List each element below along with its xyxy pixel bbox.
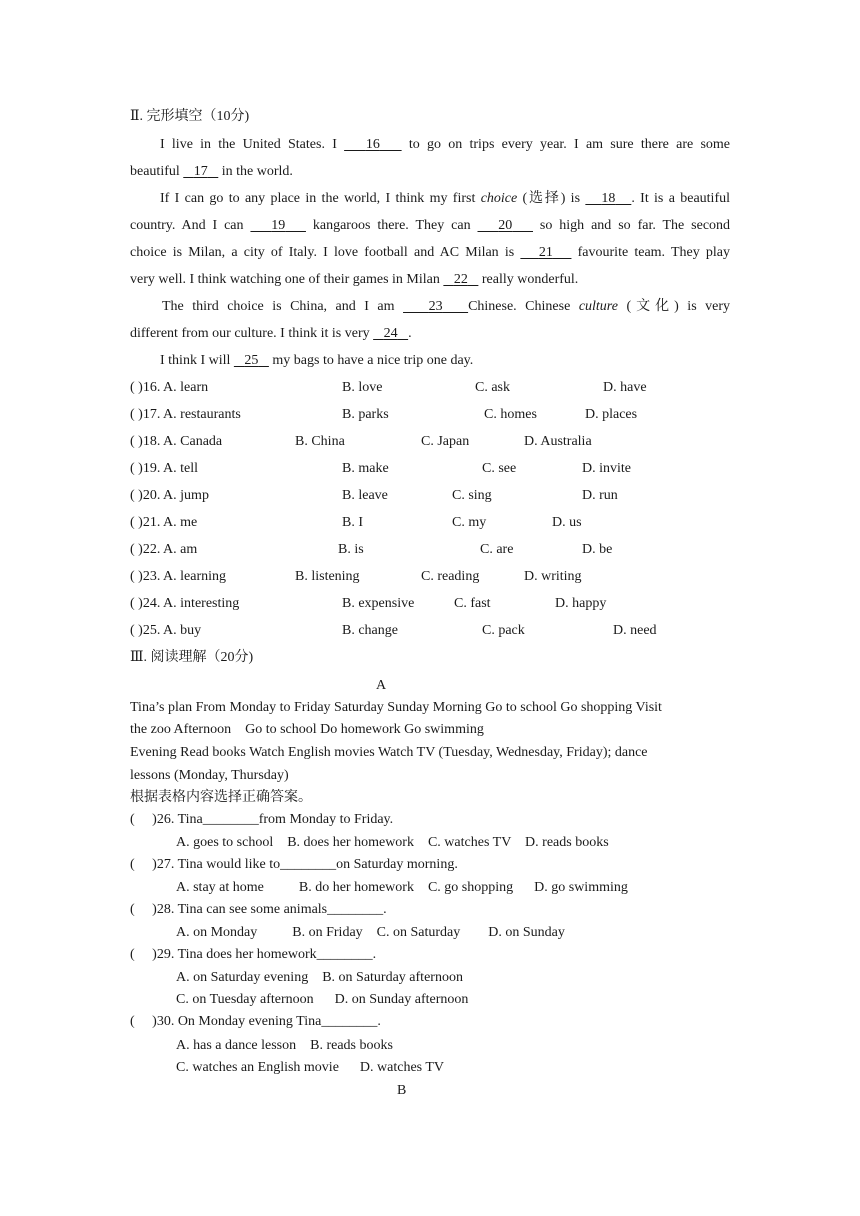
mc-q16-stem: ( )16. A. learn	[130, 380, 209, 395]
mc-q19-option-b: B. make	[342, 461, 389, 476]
mc-q18-option-d: D. Australia	[524, 434, 592, 449]
mc-q25-stem: ( )25. A. buy	[130, 623, 202, 638]
mc-q20-stem: ( )20. A. jump	[130, 488, 209, 503]
question-29-options: A. on Saturday evening B. on Saturday afternoon	[176, 970, 463, 985]
mc-q24-stem: ( )24. A. interesting	[130, 596, 240, 611]
question-28: ( )28. Tina can see some animals________.	[130, 902, 387, 917]
mc-q20-option-c: C. sing	[452, 488, 492, 503]
passage-b-label: B	[397, 1083, 407, 1098]
cloze-line: I think I will 25 my bags to have a nice trip one day.	[160, 353, 474, 368]
mc-q21-option-b: B. I	[342, 515, 363, 530]
mc-q21-option-c: C. my	[452, 515, 487, 530]
question-27-options: A. stay at home B. do her homework C. go shopping D. go swimming	[176, 880, 628, 895]
blank-25: 25	[244, 353, 259, 368]
mc-q21-stem: ( )21. A. me	[130, 515, 198, 530]
blank-17: 17	[193, 164, 208, 179]
mc-q19-option-d: D. invite	[582, 461, 631, 476]
mc-q22-option-d: D. be	[582, 542, 613, 557]
passage-a-label: A	[376, 678, 387, 693]
mc-q16-option-b: B. love	[342, 380, 383, 395]
mc-q18-option-c: C. Japan	[421, 434, 470, 449]
mc-q25-option-b: B. change	[342, 623, 398, 638]
blank-20: 20	[498, 218, 513, 233]
question-30-options: A. has a dance lesson B. reads books	[176, 1038, 393, 1053]
blank-23: 23	[428, 299, 443, 314]
question-27: ( )27. Tina would like to________on Saturday morning.	[130, 857, 458, 872]
section-heading-cloze: Ⅱ. 完形填空（10分)	[130, 109, 250, 124]
blank-19: 19	[271, 218, 286, 233]
mc-q17-stem: ( )17. A. restaurants	[130, 407, 241, 422]
question-26-options: A. goes to school B. does her homework C. watches TV D. reads books	[176, 835, 609, 850]
mc-q23-option-d: D. writing	[524, 569, 582, 584]
mc-q19-option-c: C. see	[482, 461, 517, 476]
mc-q19-stem: ( )19. A. tell	[130, 461, 199, 476]
mc-q18-stem: ( )18. A. Canada	[130, 434, 223, 449]
plan-text-line: Evening Read books Watch English movies Watch TV (Tuesday, Wednesday, Friday); dance	[130, 745, 648, 760]
blank-21: 21	[538, 245, 553, 260]
mc-q17-option-b: B. parks	[342, 407, 389, 422]
blank-22: 22	[453, 272, 468, 287]
mc-q22-option-c: C. are	[480, 542, 514, 557]
blank-24: 24	[383, 326, 398, 341]
mc-q17-option-c: C. homes	[484, 407, 537, 422]
section-heading-reading: Ⅲ. 阅读理解（20分)	[130, 650, 254, 665]
cloze-line: different from our culture. I think it is very 24 .	[130, 326, 412, 341]
question-30-options: C. watches an English movie D. watches TV	[176, 1060, 445, 1075]
mc-q20-option-d: D. run	[582, 488, 618, 503]
mc-q17-option-d: D. places	[585, 407, 638, 422]
mc-q22-option-b: B. is	[338, 542, 364, 557]
mc-q24-option-b: B. expensive	[342, 596, 415, 611]
mc-q25-option-c: C. pack	[482, 623, 525, 638]
plan-text-line: lessons (Monday, Thursday)	[130, 768, 289, 783]
mc-q20-option-b: B. leave	[342, 488, 388, 503]
blank-16: 16	[365, 137, 380, 152]
instruction: 根据表格内容选择正确答案。	[130, 790, 312, 805]
mc-q23-stem: ( )23. A. learning	[130, 569, 227, 584]
question-28-options: A. on Monday B. on Friday C. on Saturday D. on Sunday	[176, 925, 565, 940]
cloze-line: very well. I think watching one of their games in Milan 22 really wonderful.	[130, 272, 579, 287]
cloze-line: If I can go to any place in the world, I think my first choice (选择) is 18 . It is a beautiful	[160, 191, 731, 206]
mc-q16-option-d: D. have	[603, 380, 647, 395]
mc-q16-option-c: C. ask	[475, 380, 510, 395]
question-29: ( )29. Tina does her homework________.	[130, 947, 377, 962]
mc-q23-option-c: C. reading	[421, 569, 480, 584]
question-26: ( )26. Tina________from Monday to Friday.	[130, 812, 394, 827]
mc-q18-option-b: B. China	[295, 434, 345, 449]
plan-text-line: Tina’s plan From Monday to Friday Saturday Sunday Morning Go to school Go shopping Visit	[130, 700, 662, 715]
blank-18: 18	[601, 191, 616, 206]
mc-q24-option-d: D. happy	[555, 596, 607, 611]
question-30: ( )30. On Monday evening Tina________.	[130, 1014, 381, 1029]
plan-text-line: the zoo Afternoon Go to school Do homework Go swimming	[130, 722, 484, 737]
cloze-line: choice is Milan, a city of Italy. I love football and AC Milan is 21 favourite team. They play	[130, 245, 731, 260]
mc-q21-option-d: D. us	[552, 515, 582, 530]
cloze-line: country. And I can 19 kangaroos there. They can 20 so high and so far. The second	[130, 218, 731, 233]
cloze-line: I live in the United States. I 16 to go on trips every year. I am sure there are some	[160, 137, 730, 152]
mc-q22-stem: ( )22. A. am	[130, 542, 198, 557]
mc-q23-option-b: B. listening	[295, 569, 360, 584]
question-29-options: C. on Tuesday afternoon D. on Sunday afternoon	[176, 992, 469, 1007]
cloze-line: The third choice is China, and I am 23 Chinese. Chinese culture (文化) is very	[162, 299, 731, 314]
cloze-line: beautiful 17 in the world.	[130, 164, 293, 179]
mc-q25-option-d: D. need	[613, 623, 657, 638]
mc-q24-option-c: C. fast	[454, 596, 491, 611]
